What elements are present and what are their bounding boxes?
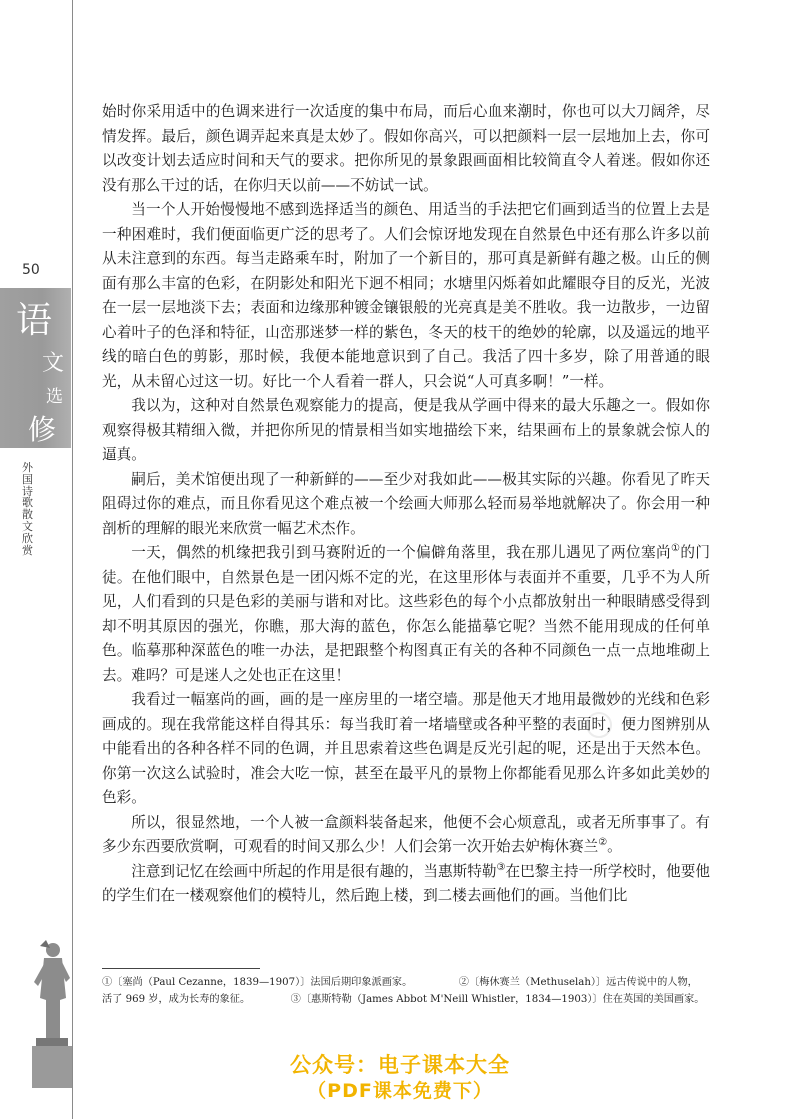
side-tab-char-3: 选 bbox=[46, 387, 63, 407]
paragraph-7 bbox=[102, 811, 710, 860]
side-tab bbox=[0, 288, 71, 448]
side-tab-char-1: 语 bbox=[16, 300, 53, 341]
footnote-2: ②〔梅休赛兰（Methuselah）〕远古传说中的人物， bbox=[458, 977, 698, 988]
margin-line bbox=[72, 0, 73, 1119]
footnote-ref-3: ③ bbox=[496, 861, 506, 873]
paragraph-6: 我看过一幅塞尚的画，画的是一座房里的一堵空墙。那是他天才地用最微妙的光线和色彩画成的。现在我常能这样自得其乐：每当我盯着一堵墙壁或各种平整的表面时，便力图辨别从中能看出的各种各样不同的色调，并且思索着这些色调是反光引起的呢，还是出于天然本色。你第一次这么试验时，准会大吃一惊，甚至在最平凡的景物上你都能看见那么许多如此美妙的色彩。 bbox=[102, 691, 710, 806]
footnote-3: ③〔惠斯特勒（James Abbot M'Neill Whistler，1834—1903）〕住在英国的美国画家。 bbox=[290, 994, 705, 1005]
book-subtitle: 外国诗歌散文欣赏 bbox=[22, 461, 33, 557]
paragraph-4: 嗣后，美术馆便出现了一种新鲜的——至少对我如此——极其实际的兴趣。你看见了昨天阻碍过你的难点，而且你看见这个难点被一个绘画大师那么轻而易举地就解决了。你会用一种剖析的理解的眼光来欣赏一幅艺术杰作。 bbox=[102, 470, 710, 537]
side-tab-char-2: 文 bbox=[42, 351, 65, 376]
paragraph-2: 当一个人开始慢慢地不感到选择适当的颜色、用适当的手法把它们画到适当的位置上去是一种困难时，我们便面临更广泛的思考了。人们会惊讶地发现在自然景色中还有那么许多以前从未注意到的东西。每当走路乘车时，附加了一个新目的，那可真是新鲜有趣之极。山丘的侧面有那么丰富的色彩，在阴影处和阳光下迥不相同；水塘里闪烁着如此耀眼夺目的反光，光波在一层一层地淡下去；表面和边缘那种镀金镶银般的光亮真是美不胜收。我一边散步，一边留心着叶子的色泽和特征，山峦那迷梦一样的紫色，冬天的枝干的绝妙的轮廓，以及遥远的地平线的暗白色的剪影，那时候，我便本能地意识到了自己。我活了四十多岁，除了用普通的眼光，从未留心过这一切。好比一个人看着一群人，只会说“人可真多啊！”一样。 bbox=[102, 201, 710, 390]
footnote-2-cont: 活了 969 岁，成为长寿的象征。 bbox=[102, 994, 251, 1005]
footnotes bbox=[102, 974, 710, 1008]
paragraph-5-text-a: 一天，偶然的机缘把我引到马赛附近的一个偏僻角落里，我在那儿遇见了两位塞尚 bbox=[131, 544, 672, 561]
side-tab-char-4: 修 bbox=[28, 413, 57, 446]
paragraph-1: 始时你采用适中的色调来进行一次适度的集中布局，而后心血来潮时，你也可以大刀阔斧，尽情发挥。最后，颜色调弄起来真是太妙了。假如你高兴，可以把颜料一层一层地加上去，你可以改变计划去适应时间和天气的要求。把你所见的景象跟画面相比较简直令人着迷。假如你还没有那么干过的话，在你归天以前——不妨试一试。 bbox=[102, 103, 710, 194]
paragraph-5 bbox=[102, 541, 710, 688]
paragraph-3: 我以为，这种对自然景色观察能力的提高，便是我从学画中得来的最大乐趣之一。假如你观察得极其精细入微，并把你所见的情景相当如实地描绘下来，结果画布上的景象就会惊人的逼真。 bbox=[102, 397, 710, 463]
paragraph-8-text-b: 在巴黎主持一所学校时，他要他的学生们在一楼观察他们的模特儿，然后跑上楼，到二楼去画他们的画。当他们比 bbox=[102, 862, 710, 904]
footnote-line-2 bbox=[102, 991, 710, 1008]
paragraph-8-text-a: 注意到记忆在绘画中所起的作用是很有趣的，当惠斯特勒 bbox=[131, 862, 497, 880]
paragraph-7-text-b: 。 bbox=[607, 838, 622, 855]
article-body bbox=[102, 100, 710, 909]
watermark-line-1: 公众号：电子课本大全 bbox=[290, 1053, 510, 1077]
paragraph-7-text-a: 所以，很显然地，一个人被一盒颜料装备起来，他便不会心烦意乱，或者无所事事了。有多少东西要欣赏啊，可观看的时间又那么少！人们会第一次开始去妒梅休赛兰 bbox=[102, 813, 710, 855]
footnote-rule bbox=[102, 968, 260, 969]
paragraph-5-text-b: 的门徒。在他们眼中，自然景色是一团闪烁不定的光，在这里形体与表面并不重要，几乎不为人所见，人们看到的只是色彩的美丽与谐和对比。这些彩色的每个小点都放射出一种眼睛感受得到却不明其原因的强光，你瞧，那大海的蓝色，你怎么能描摹它呢？当然不能用现成的任何单色。临摹那种深蓝色的唯一办法，是把跟整个构图真正有关的各种不同颜色一点一点地堆砌上去。难吗？可是迷人之处也正在这里！ bbox=[102, 544, 710, 684]
footnote-line-1 bbox=[102, 974, 710, 991]
footnote-ref-2: ② bbox=[598, 837, 608, 849]
paragraph-8 bbox=[102, 860, 710, 909]
footnote-ref-1: ① bbox=[671, 543, 681, 555]
watermark-line-2: （PDF课本免费下） bbox=[307, 1080, 493, 1102]
page-number: 50 bbox=[22, 262, 40, 278]
footnote-1: ①〔塞尚（Paul Cezanne，1839—1907）〕法国后期印象派画家。 bbox=[102, 977, 413, 988]
